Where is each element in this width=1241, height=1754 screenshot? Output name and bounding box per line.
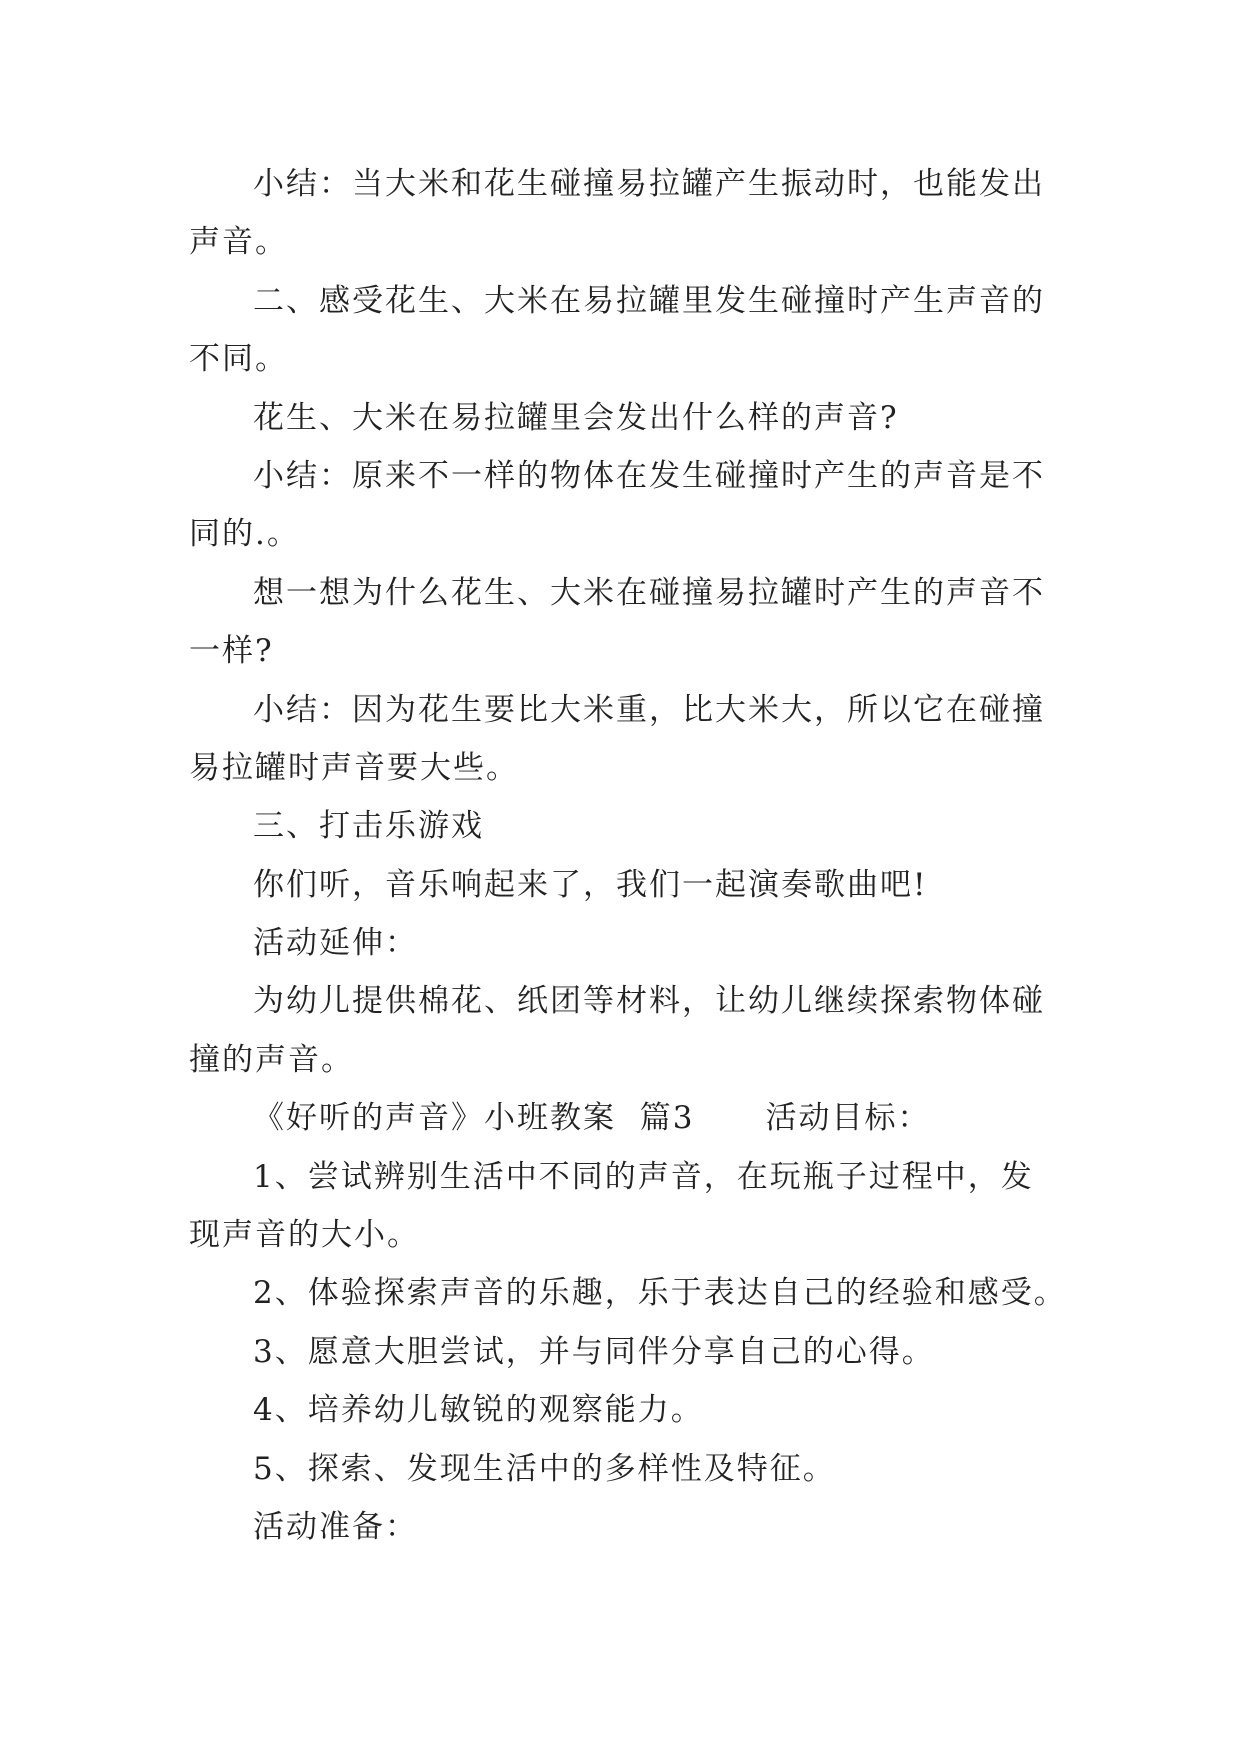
- objective-item: 4、培养幼儿敏锐的观察能力。: [253, 1392, 704, 1429]
- paragraph-line: 小结：原来不一样的物体在发生碰撞时产生的声音是不: [253, 457, 1045, 494]
- section-heading: 二、感受花生、大米在易拉罐里发生碰撞时产生声音的: [253, 282, 1045, 319]
- paragraph-line: 同的.。: [189, 516, 300, 553]
- objective-item: 2、体验探索声音的乐趣，乐于表达自己的经验和感受。: [253, 1275, 1067, 1312]
- lesson-title-line: 《好听的声音》小班教案 篇3 活动目标：: [253, 1100, 931, 1137]
- paragraph-line: 易拉罐时声音要大些。: [189, 749, 519, 786]
- section-heading: 活动延伸：: [253, 925, 418, 962]
- section-heading: 活动准备：: [253, 1508, 418, 1545]
- paragraph-line: 想一想为什么花生、大米在碰撞易拉罐时产生的声音不: [253, 574, 1045, 611]
- paragraph-line: 一样?: [189, 633, 274, 670]
- objective-item: 5、探索、发现生活中的多样性及特征。: [253, 1450, 836, 1487]
- paragraph-line: 声音。: [189, 224, 288, 261]
- section-heading: 三、打击乐游戏: [253, 808, 484, 845]
- paragraph-line: 为幼儿提供棉花、纸团等材料，让幼儿继续探索物体碰: [253, 983, 1045, 1020]
- paragraph-line: 小结：因为花生要比大米重，比大米大，所以它在碰撞: [253, 691, 1045, 728]
- paragraph-line: 花生、大米在易拉罐里会发出什么样的声音?: [253, 399, 899, 436]
- paragraph-line: 你们听，音乐响起来了，我们一起演奏歌曲吧!: [253, 866, 928, 903]
- objective-item: 1、尝试辨别生活中不同的声音，在玩瓶子过程中，发: [253, 1158, 1034, 1195]
- objective-item-continued: 现声音的大小。: [189, 1217, 420, 1254]
- objective-item: 3、愿意大胆尝试，并与同伴分享自己的心得。: [253, 1333, 935, 1370]
- paragraph-line: 撞的声音。: [189, 1041, 354, 1078]
- paragraph-line: 小结：当大米和花生碰撞易拉罐产生振动时，也能发出: [253, 166, 1045, 202]
- document-body: [189, 155, 1067, 1556]
- section-heading-continued: 不同。: [189, 341, 288, 378]
